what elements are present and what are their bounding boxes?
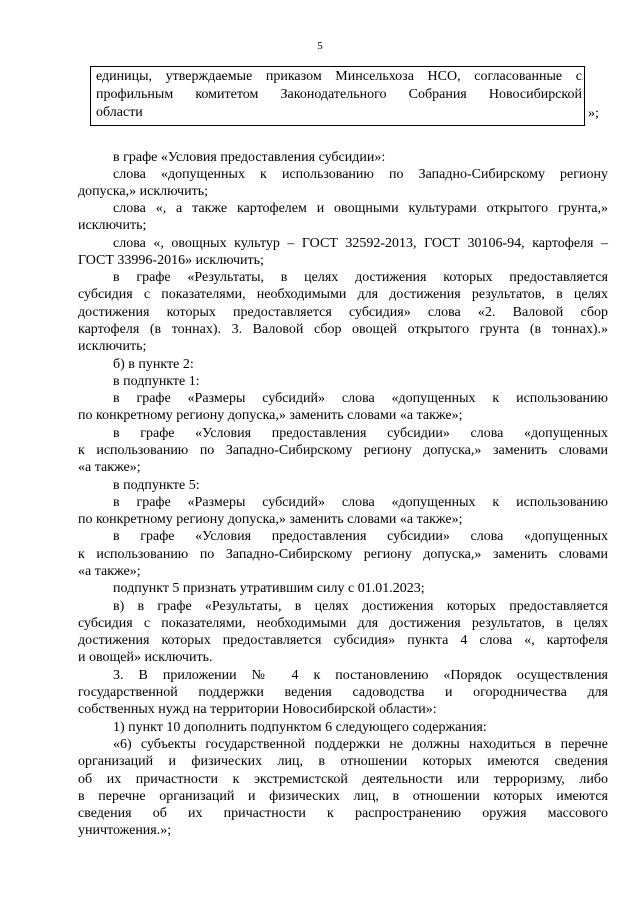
body-line: субсидия с показателями, необходимыми для достижения результатов, в целях <box>78 616 608 631</box>
body-line: 3. В приложении № 4 к постановлению «Порядок осуществления <box>113 668 608 683</box>
body-line: слова «допущенных к использованию по Западно-Сибирскому региону <box>113 167 608 182</box>
body-line: б) в пункте 2: <box>113 357 194 372</box>
body-line: «а также»; <box>78 564 141 579</box>
body-line: исключить; <box>78 339 147 354</box>
body-line: подпункт 5 признать утратившим силу с 01.01.2023; <box>113 581 425 596</box>
body-line: в графе «Размеры субсидий» слова «допущенных к использованию <box>113 391 608 406</box>
body-line: в перечне организаций и физических лиц, в отношении которых имеются <box>78 789 608 804</box>
body-line: об их причастности к экстремистской деятельности или терроризму, либо <box>78 772 608 787</box>
body-line: достижения которых предоставляется субсидия» пункта 4 слова «, картофеля <box>78 633 608 648</box>
body-line: в) в графе «Результаты, в целях достижения которых предоставляется <box>113 599 608 614</box>
body-line: в графе «Условия предоставления субсидии» слова «допущенных <box>113 529 608 544</box>
body-line: сведения об их причастности к распространению оружия массового <box>78 806 608 821</box>
closing-quote: »; <box>588 106 599 121</box>
body-line: слова «, а также картофелем и овощными культурами открытого грунта,» <box>113 201 608 216</box>
body-line: «а также»; <box>78 460 141 475</box>
body-line: субсидия с показателями, необходимыми для достижения результатов, в целях <box>78 287 608 302</box>
boxed-text-line: профильным комитетом Законодательного Собрания Новосибирской <box>96 87 582 102</box>
body-line: в графе «Результаты, в целях достижения которых предоставляется <box>113 270 608 285</box>
body-line: уничтожения.»; <box>78 823 172 838</box>
body-line: организаций и физических лиц, в отношении которых имеются сведения <box>78 754 608 769</box>
body-line: государственной поддержки ведения садоводства и огородничества для <box>78 685 608 700</box>
body-line: к использованию по Западно-Сибирскому региону допуска,» заменить словами <box>78 547 608 562</box>
body-line: допуска,» исключить; <box>78 184 208 199</box>
boxed-text-line: единицы, утверждаемые приказом Минсельхоза НСО, согласованные с <box>96 69 582 84</box>
body-line: достижения которых предоставляется субсидия» слова «2. Валовой сбор <box>78 305 608 320</box>
body-line: «6) субъекты государственной поддержки не должны находиться в перечне <box>113 737 608 752</box>
body-line: и овощей» исключить. <box>78 650 213 665</box>
body-line: картофеля (в тоннах). 3. Валовой сбор овощей открытого грунта (в тоннах).» <box>78 322 608 337</box>
body-line: слова «, овощных культур – ГОСТ 32592-2013, ГОСТ 30106-94, картофеля – <box>113 236 608 251</box>
body-line: 1) пункт 10 дополнить подпунктом 6 следующего содержания: <box>113 720 487 735</box>
body-line: в графе «Условия предоставления субсидии» слова «допущенных <box>113 426 608 441</box>
body-line: к использованию по Западно-Сибирскому региону допуска,» заменить словами <box>78 443 608 458</box>
boxed-text-line: области <box>96 105 143 120</box>
body-line: в подпункте 5: <box>113 478 200 493</box>
body-line: по конкретному региону допуска,» заменить словами «а также»; <box>78 512 463 527</box>
body-line: ГОСТ 33996-2016» исключить; <box>78 253 264 268</box>
body-line: в графе «Размеры субсидий» слова «допущенных к использованию <box>113 495 608 510</box>
body-line: исключить; <box>78 218 147 233</box>
body-line: по конкретному региону допуска,» заменить словами «а также»; <box>78 408 463 423</box>
page-number: 5 <box>317 40 323 52</box>
body-line: в подпункте 1: <box>113 374 200 389</box>
body-line: собственных нужд на территории Новосибирской области»: <box>78 702 437 717</box>
body-line: в графе «Условия предоставления субсидии»: <box>113 150 386 165</box>
